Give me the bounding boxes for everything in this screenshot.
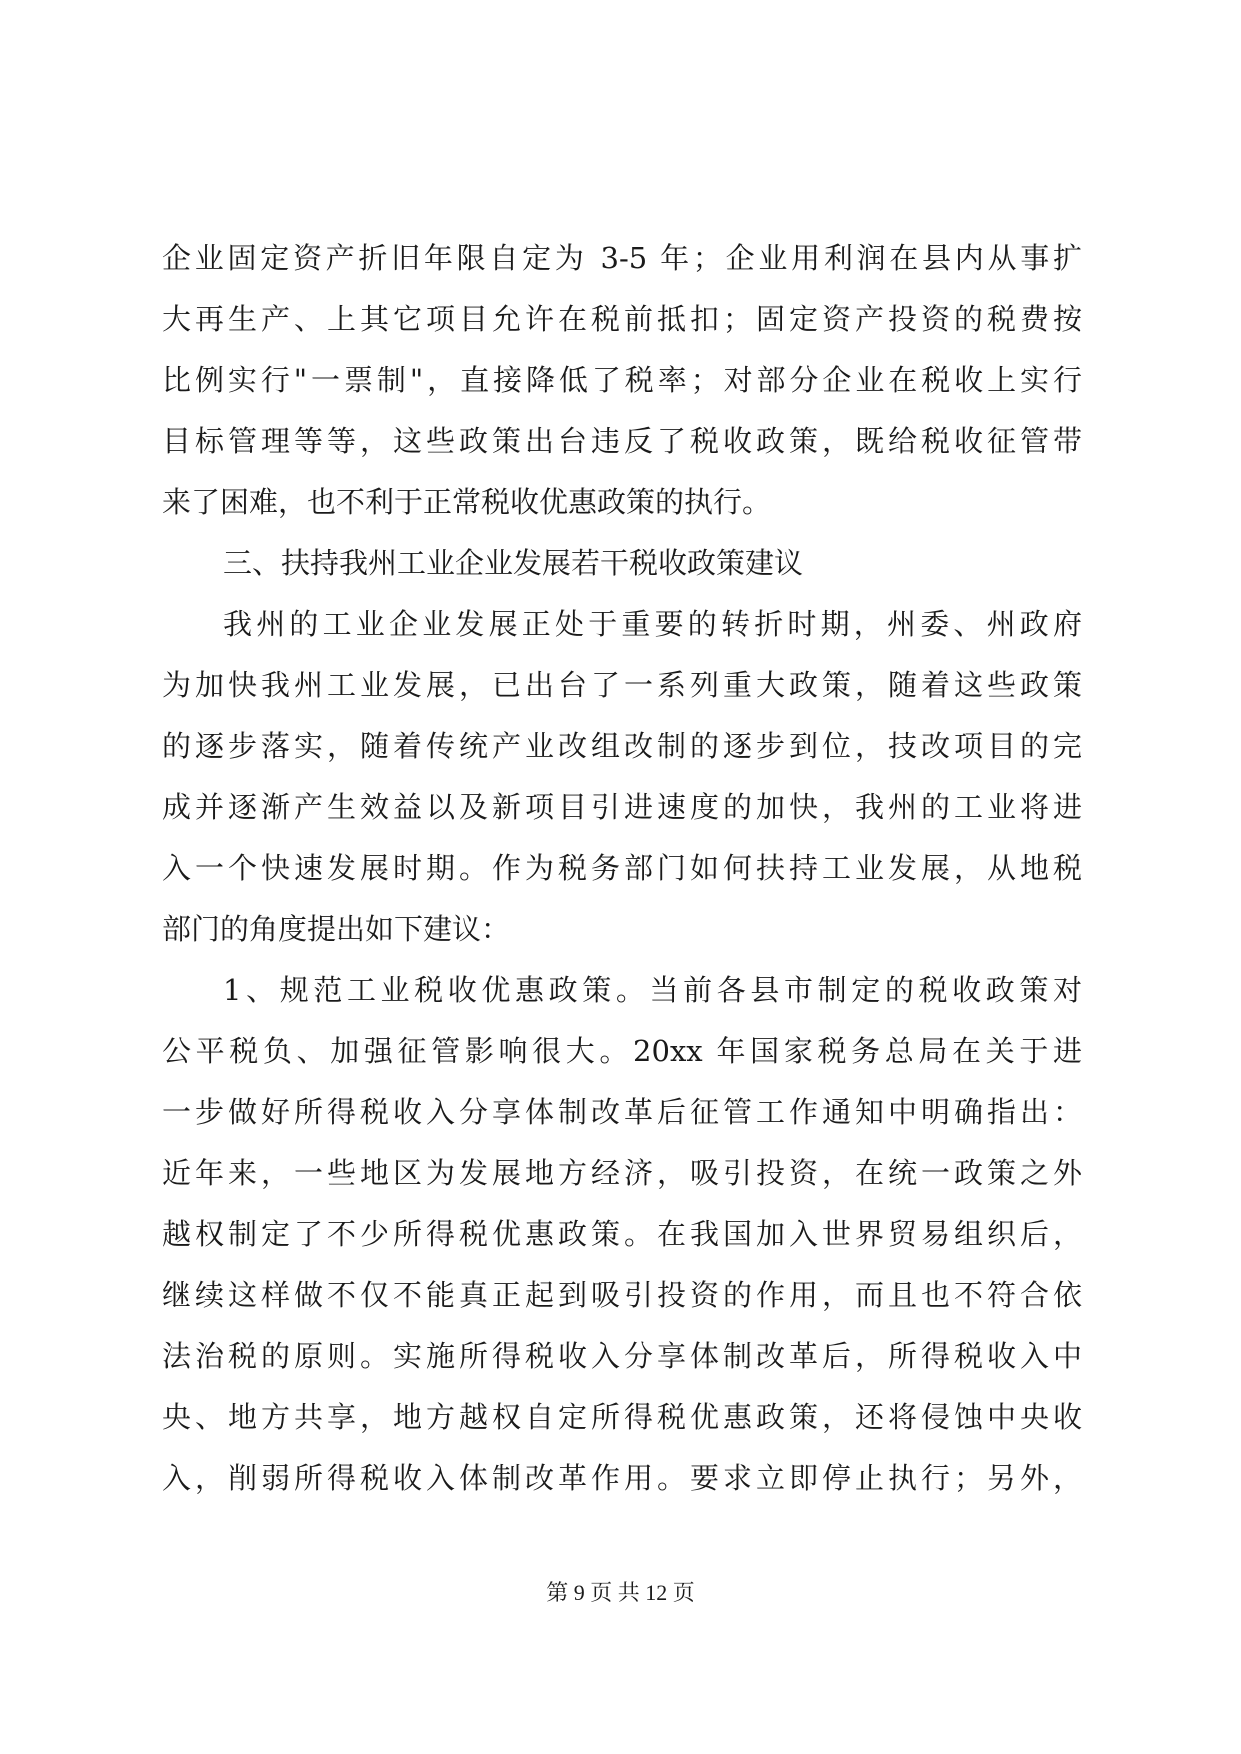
section-heading: 三、扶持我州工业企业发展若干税收政策建议 (223, 546, 804, 580)
text-line: 1、规范工业税收优惠政策。当前各县市制定的税收政策对 (223, 973, 1082, 1007)
text-line: 一步做好所得税收入分享体制改革后征管工作通知中明确指出： (162, 1095, 1082, 1129)
text-line: 入，削弱所得税收入体制改革作用。要求立即停止执行；另外， (162, 1461, 1082, 1495)
text-line: 的逐步落实，随着传统产业改组改制的逐步到位，技改项目的完 (162, 729, 1082, 763)
text-line: 越权制定了不少所得税优惠政策。在我国加入世界贸易组织后， (162, 1217, 1082, 1251)
body-text (162, 228, 1082, 1509)
text-line: 部门的角度提出如下建议： (162, 912, 511, 946)
text-line: 近年来，一些地区为发展地方经济，吸引投资，在统一政策之外 (162, 1156, 1082, 1190)
text-line: 入一个快速发展时期。作为税务部门如何扶持工业发展，从地税 (162, 851, 1082, 885)
text-line: 继续这样做不仅不能真正起到吸引投资的作用，而且也不符合依 (162, 1278, 1082, 1312)
text-line: 法治税的原则。实施所得税收入分享体制改革后，所得税收入中 (162, 1339, 1082, 1373)
text-line: 央、地方共享，地方越权自定所得税优惠政策，还将侵蚀中央收 (162, 1400, 1082, 1434)
text-line: 成并逐渐产生效益以及新项目引进速度的加快，我州的工业将进 (162, 790, 1082, 824)
page-footer: 第 9 页 共 12 页 (546, 1580, 695, 1605)
text-line: 比例实行"一票制"，直接降低了税率；对部分企业在税收上实行 (162, 363, 1082, 397)
text-line: 我州的工业企业发展正处于重要的转折时期，州委、州政府 (223, 607, 1082, 641)
text-line: 为加快我州工业发展，已出台了一系列重大政策，随着这些政策 (162, 668, 1082, 702)
text-line: 来了困难，也不利于正常税收优惠政策的执行。 (162, 485, 772, 519)
text-line: 目标管理等等，这些政策出台违反了税收政策，既给税收征管带 (162, 424, 1082, 458)
text-line: 企业固定资产折旧年限自定为 3-5 年；企业用利润在县内从事扩 (162, 241, 1082, 275)
text-line: 大再生产、上其它项目允许在税前抵扣；固定资产投资的税费按 (162, 302, 1082, 336)
text-line: 公平税负、加强征管影响很大。20xx 年国家税务总局在关于进 (162, 1034, 1082, 1068)
